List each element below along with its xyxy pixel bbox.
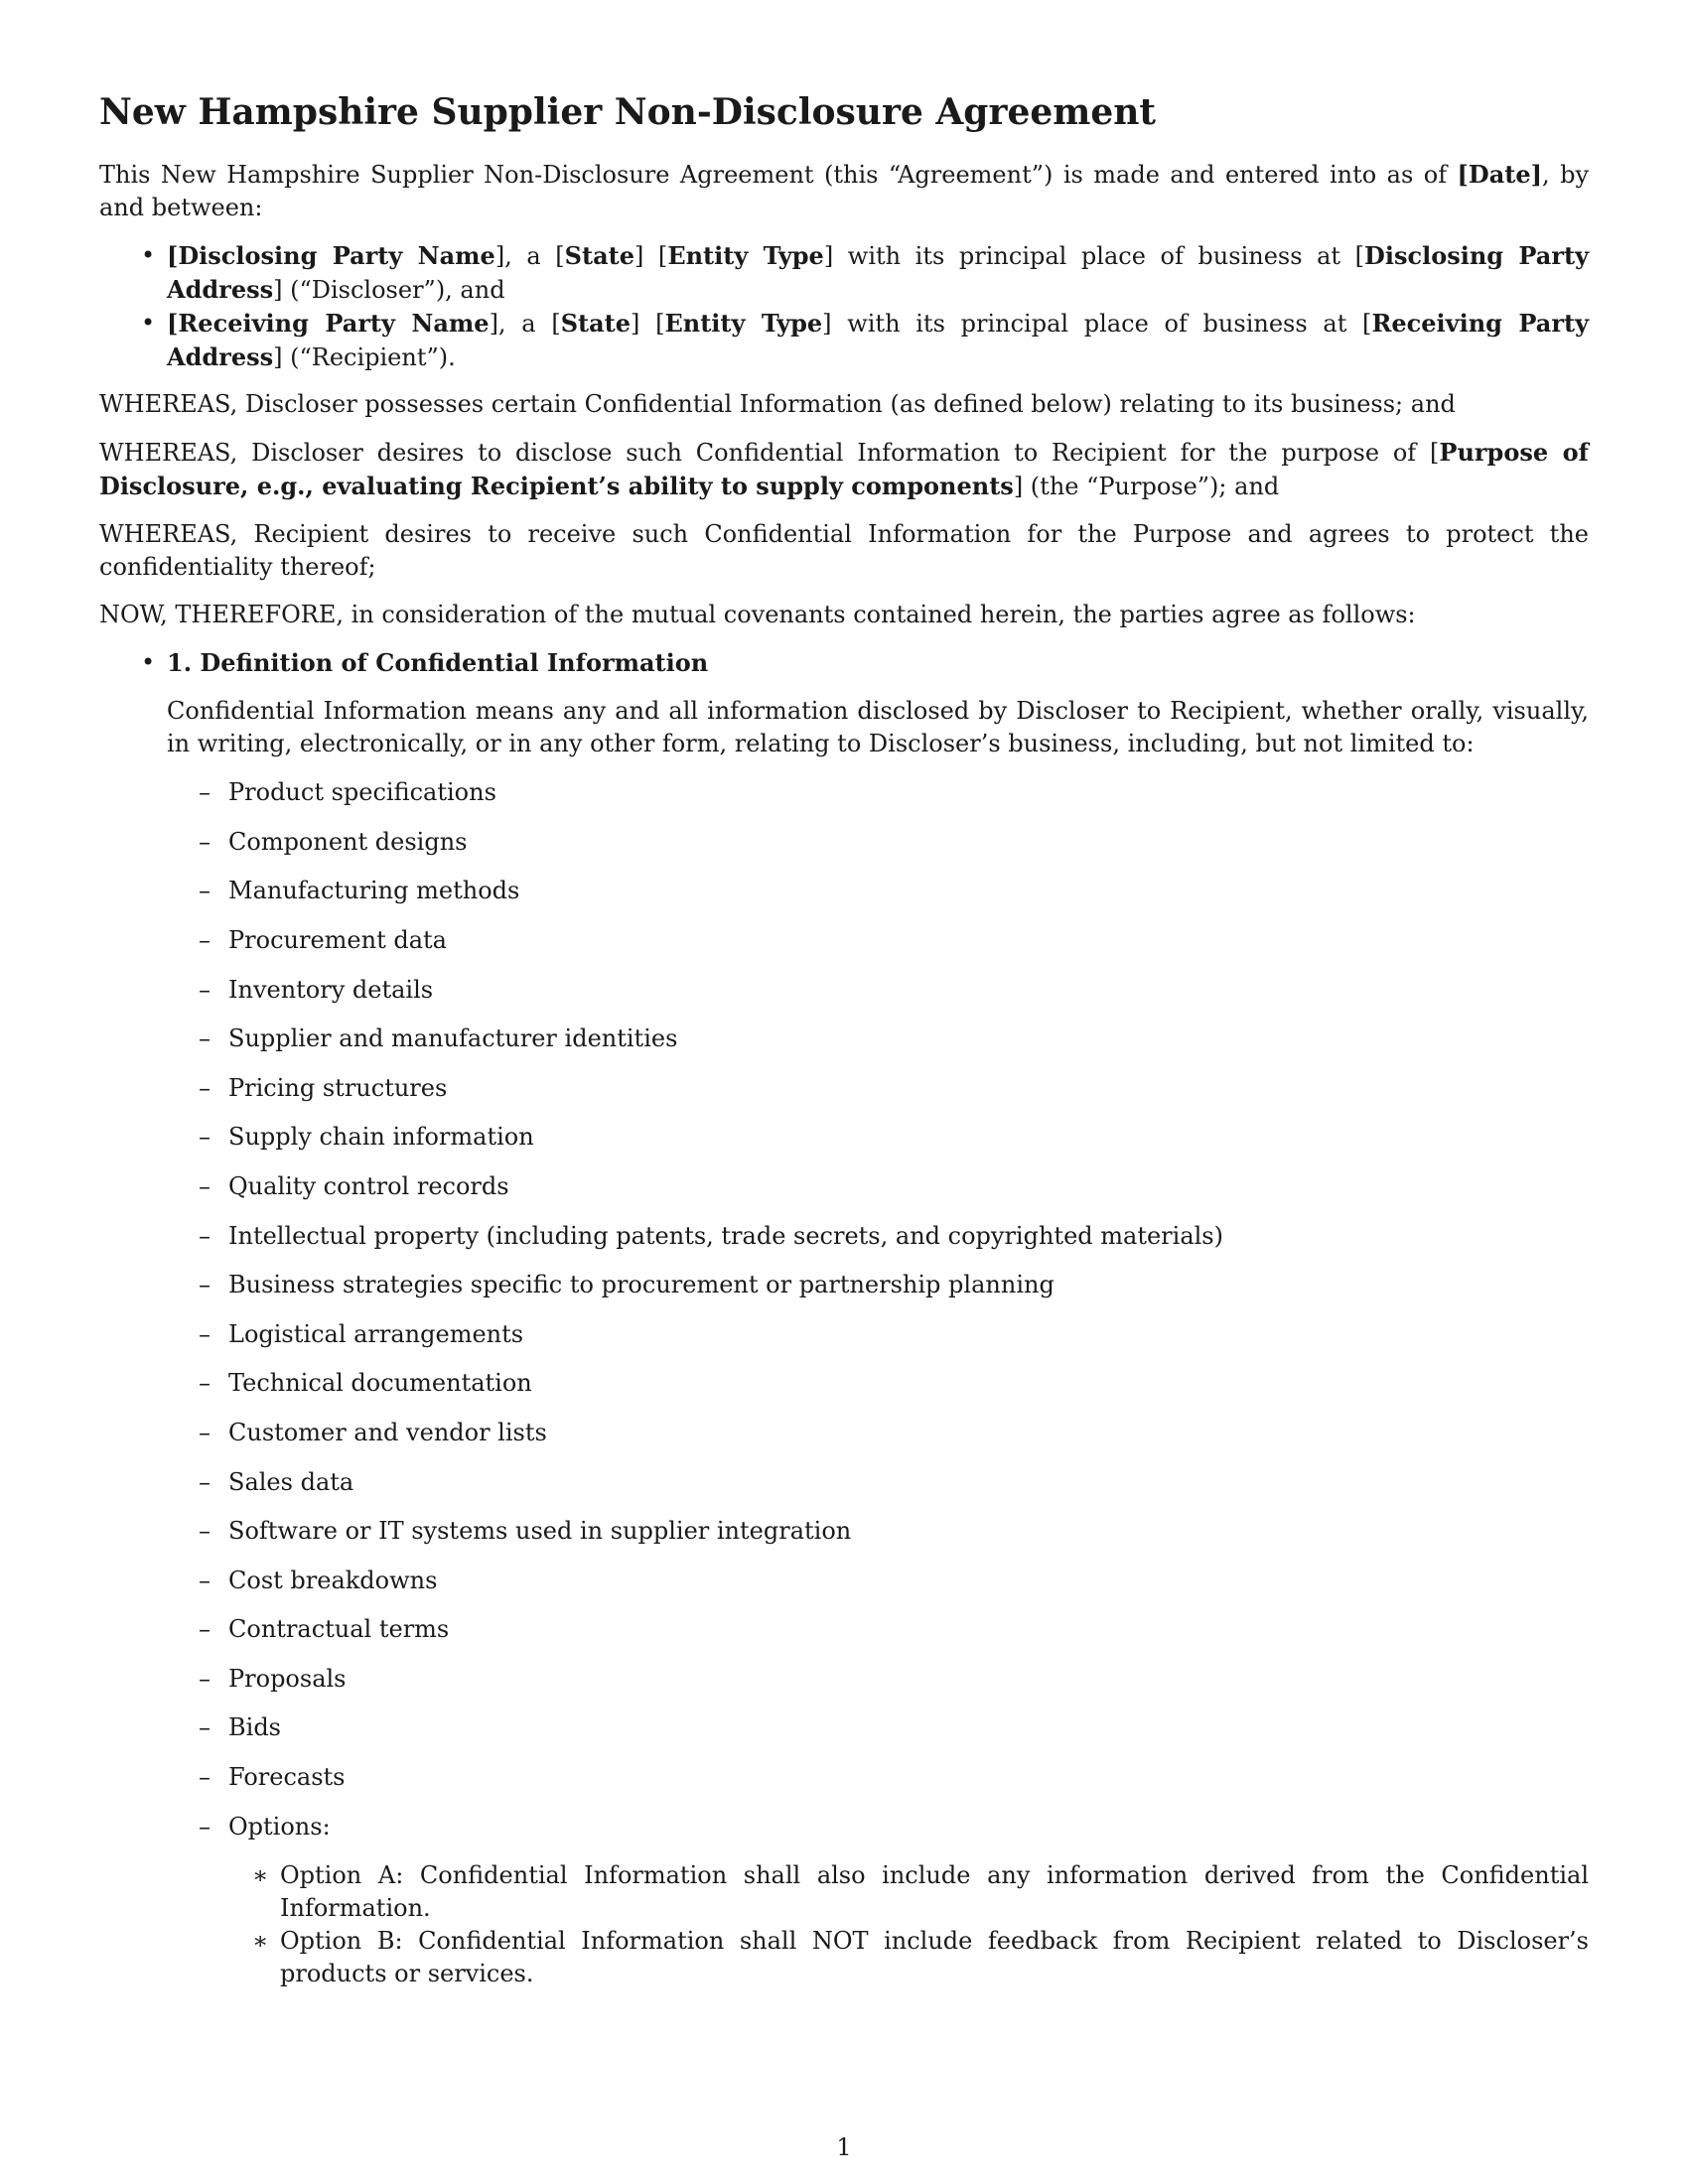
party-text: ] with its principal place of business at [ — [822, 310, 1372, 339]
list-item: – Software or IT systems used in supplier integration — [228, 1515, 1589, 1548]
document-title: New Hampshire Supplier Non-Disclosure Agreement — [99, 91, 1157, 133]
confidential-items-list — [167, 776, 1589, 1989]
bracket: [ — [167, 309, 179, 339]
party-name-placeholder: Disclosing Party Name — [178, 241, 495, 271]
list-item: – Procurement data — [228, 924, 1589, 957]
recital-text: WHEREAS, Discloser desires to disclose such Confidential Information to Recipient for the purpose of [ — [99, 439, 1440, 468]
list-item: – Sales data — [228, 1466, 1589, 1499]
options-list — [228, 1859, 1589, 1990]
list-item: – Intellectual property (including patents, trade secrets, and copyrighted materials) — [228, 1220, 1589, 1253]
address-placeholder: Receiving Party Address — [167, 309, 1590, 372]
sections-list — [99, 646, 1589, 1989]
party-role: ] (“Discloser”), and — [273, 276, 505, 305]
list-item: – Component designs — [228, 826, 1589, 859]
section-body: Confidential Information means any and all information disclosed by Discloser to Recipient, whether orally, visually, in writing, electronically, or in any other form, relating to Discloser’s business, including, but not limited to: — [167, 697, 1589, 758]
recital-whereas-2 — [99, 436, 1589, 503]
list-item: – Business strategies specific to procurement or partnership planning — [228, 1269, 1589, 1301]
intro-paragraph — [99, 158, 1589, 224]
intro-text-end: , by and between: — [99, 161, 1589, 222]
list-item: – Quality control records — [228, 1170, 1589, 1203]
list-item: – Logistical arrangements — [228, 1318, 1589, 1351]
list-item: – Contractual terms — [228, 1613, 1589, 1646]
options-label: Options: — [228, 1812, 331, 1841]
party-role: ] (“Recipient”). — [273, 343, 456, 372]
list-item: – Manufacturing methods — [228, 875, 1589, 907]
list-item: – Supplier and manufacturer identities — [228, 1023, 1589, 1055]
list-item: – Technical documentation — [228, 1367, 1589, 1400]
bracket: [ — [167, 241, 179, 271]
party-text: ] [ — [631, 310, 665, 339]
party-name-placeholder: Receiving Party Name — [178, 309, 490, 339]
list-item: – Cost breakdowns — [228, 1565, 1589, 1597]
option-b: ∗ Option B: Confidential Information shall NOT include feedback from Recipient related to Discloser’s products or services. — [280, 1925, 1589, 1990]
party-discloser — [167, 239, 1589, 307]
now-therefore-clause: NOW, THEREFORE, in consideration of the mutual covenants contained herein, the parties agree as follows: — [99, 601, 1416, 629]
list-item: – Supply chain information — [228, 1121, 1589, 1154]
section-1 — [167, 646, 1589, 1989]
purpose-placeholder: Purpose of Disclosure, e.g., evaluating Recipient’s ability to supply components — [99, 438, 1589, 501]
options-item — [228, 1811, 1589, 1990]
state-placeholder: State — [564, 241, 634, 271]
list-item: – Bids — [228, 1711, 1589, 1744]
party-text: ] with its principal place of business at [ — [823, 242, 1365, 271]
entity-type-placeholder: Entity Type — [664, 309, 823, 339]
page-number: 1 — [836, 2133, 852, 2161]
party-text: ], a [ — [494, 242, 565, 271]
recital-text-end: ] (the “Purpose”); and — [1013, 473, 1280, 501]
recital-whereas-1: WHEREAS, Discloser possesses certain Confidential Information (as defined below) relating to its business; and — [99, 390, 1456, 419]
list-item: – Proposals — [228, 1663, 1589, 1696]
document-page — [99, 79, 1589, 2006]
list-item: – Pricing structures — [228, 1072, 1589, 1105]
list-item: – Customer and vendor lists — [228, 1417, 1589, 1449]
parties-list — [99, 239, 1589, 374]
date-placeholder: [Date] — [1457, 160, 1542, 190]
entity-type-placeholder: Entity Type — [667, 241, 824, 271]
recital-whereas-3: WHEREAS, Recipient desires to receive such Confidential Information for the Purpose and agrees to protect the confidentiality thereof; — [99, 520, 1589, 582]
list-item: – Product specifications — [228, 776, 1589, 809]
party-recipient — [167, 307, 1589, 374]
party-text: ] [ — [633, 242, 668, 271]
address-placeholder: Disclosing Party Address — [167, 241, 1590, 305]
list-item: – Forecasts — [228, 1761, 1589, 1794]
intro-text: This New Hampshire Supplier Non-Disclosure Agreement (this “Agreement”) is made and entered into as of — [99, 161, 1458, 190]
state-placeholder: State — [560, 309, 632, 339]
option-a: ∗ Option A: Confidential Information shall also include any information derived from the Confidential Information. — [280, 1859, 1589, 1925]
list-item: – Inventory details — [228, 974, 1589, 1007]
party-text: ], a [ — [489, 310, 561, 339]
section-heading: • 1. Definition of Confidential Information — [167, 648, 709, 678]
